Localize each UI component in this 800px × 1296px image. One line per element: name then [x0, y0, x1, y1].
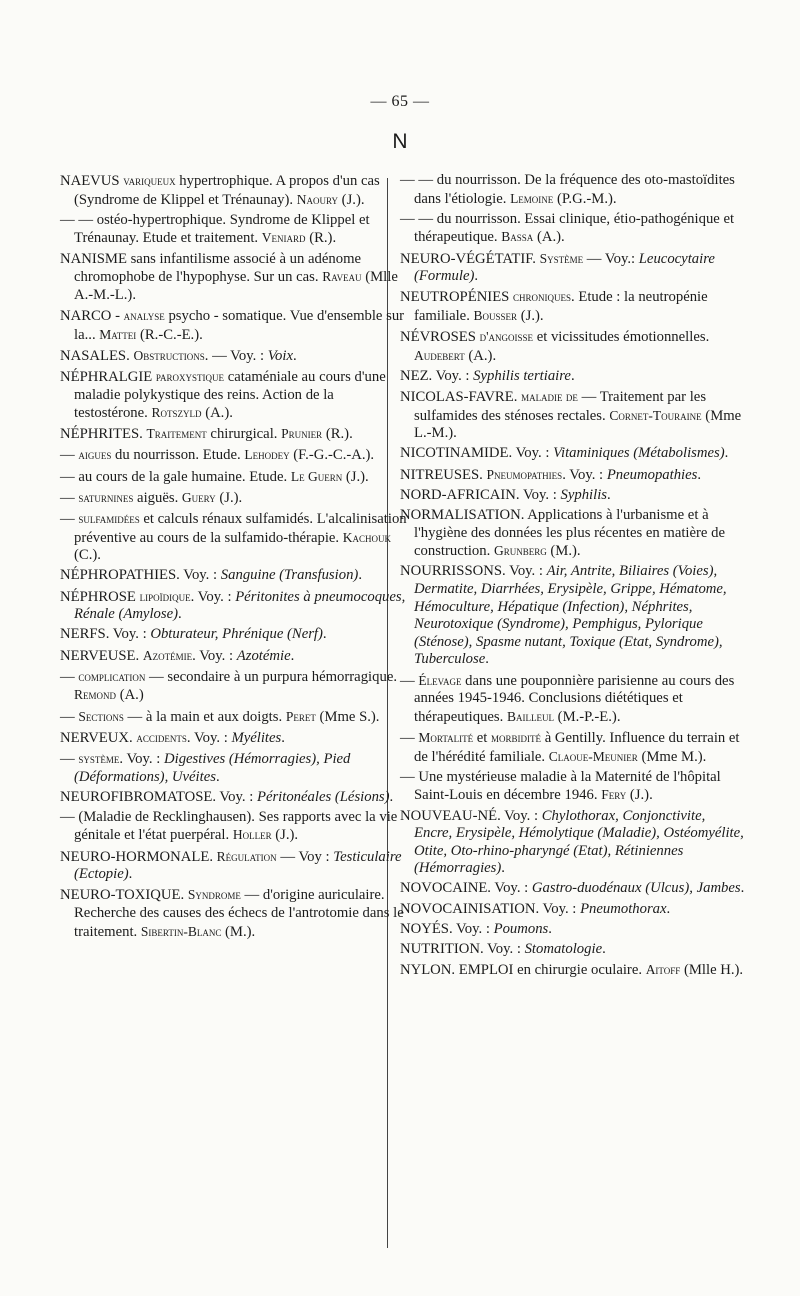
- entry-author-or-subhead: Fery: [601, 787, 627, 803]
- index-entry: [60, 468, 410, 487]
- entry-text: .: [724, 445, 729, 462]
- entry-author-or-subhead: Régulation: [216, 848, 277, 864]
- index-entry: [400, 941, 745, 959]
- entry-author-or-subhead: Kachouk: [342, 529, 392, 545]
- entry-text: .: [281, 729, 285, 746]
- entry-text: .: [607, 486, 611, 503]
- entry-text: .: [570, 367, 575, 384]
- index-entry: [400, 172, 745, 208]
- index-entry: [400, 769, 745, 805]
- entry-text: NOYÉS. Voy. :: [400, 920, 494, 937]
- entry-text: psycho - somatique. Vue d'ensemble sur la...: [74, 307, 405, 343]
- entry-text: —: [400, 729, 419, 746]
- index-entry: [400, 507, 745, 561]
- entry-text: NÉPHROPATHIES. Voy. :: [60, 567, 221, 584]
- index-entry: [60, 789, 410, 807]
- index-entry: [60, 307, 410, 344]
- entry-text: .: [666, 900, 671, 917]
- entry-author-or-subhead: lipoïdique: [139, 588, 191, 604]
- entry-text: — Voy :: [276, 848, 334, 865]
- index-entry: [400, 901, 745, 919]
- entry-text: (R.).: [322, 426, 353, 443]
- entry-author-or-subhead: Mortalité: [418, 729, 474, 745]
- entry-text: (Mme S.).: [315, 708, 380, 725]
- entry-author-or-subhead: sulfamidées: [78, 511, 140, 527]
- entry-text: .: [290, 647, 295, 664]
- index-entry: [400, 288, 745, 325]
- entry-text: NEURO-TOXIQUE.: [60, 887, 188, 904]
- entry-text: — — du nourrisson. Essai clinique, étio-pathogénique et thérapeutique.: [400, 210, 735, 246]
- entry-text: —: [60, 668, 79, 685]
- entry-text: (J.).: [215, 489, 243, 506]
- entry-author-or-subhead: Azotémie: [142, 647, 193, 663]
- entry-author-or-subhead: morbidité: [491, 729, 542, 745]
- entry-text: NOURRISSONS. Voy. :: [400, 563, 547, 580]
- index-entry: [400, 211, 745, 247]
- entry-text: (F.-G.-C.-A.).: [289, 447, 375, 464]
- entry-text: . — Voy. :: [204, 347, 268, 364]
- index-entry: [400, 388, 745, 443]
- entry-author-or-subhead: saturnines: [78, 489, 134, 505]
- entry-cross-reference: Digestives (Hémorragies), Pied (Déformations), Uvéites: [74, 750, 351, 785]
- index-entry: [60, 212, 410, 248]
- entry-text: — Voy.:: [583, 250, 639, 267]
- index-entry: [400, 466, 745, 485]
- entry-text: — secondaire à un purpura hémorragique.: [145, 668, 398, 685]
- entry-cross-reference: Voix: [267, 347, 293, 364]
- entry-text: NANISME sans infantilisme associé à un adénome chromophobe de l'hypophyse. Sur un cas.: [60, 250, 362, 286]
- entry-author-or-subhead: aigues: [78, 447, 112, 463]
- entry-author-or-subhead: Remond: [74, 687, 117, 703]
- index-entry: [60, 809, 410, 845]
- entry-text: (Mlle A.-M.-L.).: [74, 269, 398, 303]
- entry-text: (M.-P.-E.).: [554, 708, 621, 725]
- index-entry: [60, 489, 410, 508]
- right-column: [400, 172, 745, 982]
- entry-text: du nourrisson. Etude.: [111, 447, 245, 464]
- entry-text: et calculs rénaux sulfamidés. L'alcalinisation préventive au cours de la sulfamido-thérapie.: [74, 511, 407, 546]
- entry-text: . Voy. :: [190, 588, 236, 605]
- entry-text: (Mme L.-M.).: [414, 407, 742, 442]
- entry-author-or-subhead: système: [78, 750, 120, 766]
- entry-author-or-subhead: Holler: [232, 827, 272, 843]
- index-entry: [60, 347, 410, 366]
- entry-text: —: [60, 708, 79, 725]
- entry-text: .: [215, 768, 220, 785]
- entry-text: — — ostéo-hypertrophique. Syndrome de Klippel et Trénaunay. Etude et traitement.: [60, 211, 370, 247]
- entry-text: (A.): [116, 687, 144, 704]
- entry-author-or-subhead: Raveau: [322, 269, 362, 285]
- index-entry: [60, 886, 410, 941]
- index-entry: [60, 425, 410, 444]
- entry-text: —: [60, 447, 79, 464]
- index-entry: [60, 588, 410, 624]
- index-entry: [60, 446, 410, 465]
- entry-cross-reference: Leucocytaire (Formule): [414, 250, 715, 285]
- entry-cross-reference: Testiculaire (Ectopie): [74, 848, 402, 883]
- entry-text: NEURO-HORMONALE.: [60, 848, 217, 865]
- index-entry: [60, 368, 410, 423]
- entry-cross-reference: Péritonéales (Lésions): [256, 788, 390, 805]
- index-entry: [400, 563, 745, 669]
- entry-author-or-subhead: Veniard: [261, 230, 306, 246]
- entry-text: —: [60, 750, 79, 767]
- entry-text: — au cours de la gale humaine. Etude.: [60, 468, 291, 485]
- index-entry: [60, 668, 410, 705]
- entry-cross-reference: Stomatologie: [524, 941, 603, 958]
- index-entry: [400, 672, 745, 727]
- entry-text: NÉPHROSE: [60, 588, 140, 605]
- entry-author-or-subhead: Lehodey: [244, 447, 290, 463]
- entry-author-or-subhead: Claoue-Meunier: [548, 748, 638, 764]
- entry-author-or-subhead: Sections: [78, 708, 124, 724]
- entry-author-or-subhead: chroniques: [513, 289, 572, 305]
- entry-cross-reference: Vitaminiques (Métabolismes): [553, 445, 725, 462]
- section-letter: N: [392, 130, 408, 153]
- entry-text: (A.).: [464, 347, 497, 364]
- index-entry: [60, 251, 410, 305]
- entry-text: — Une mystérieuse maladie à la Maternité de l'hôpital Saint-Louis en décembre 1946.: [400, 768, 721, 804]
- entry-text: hypertrophique. A propos d'un cas (Syndrome de Klippel et Trénaunay).: [74, 173, 380, 208]
- entry-cross-reference: Pneumothorax: [580, 900, 667, 917]
- entry-text: NÉPHRITES.: [60, 426, 147, 443]
- entry-text: NYLON. EMPLOI en chirurgie oculaire.: [400, 962, 646, 979]
- entry-text: NAEVUS: [60, 173, 124, 189]
- index-entry: [60, 848, 410, 884]
- index-entry: [60, 172, 410, 209]
- entry-text: — — du nourrisson. De la fréquence des oto-mastoïdites dans l'étiologie.: [400, 172, 735, 207]
- entry-author-or-subhead: accidents: [136, 729, 187, 745]
- entry-text: . Voy. :: [192, 647, 237, 664]
- entry-author-or-subhead: d'angoisse: [479, 329, 534, 345]
- entry-text: (R.-C.-E.).: [136, 326, 203, 343]
- entry-author-or-subhead: Bailleul: [507, 708, 554, 724]
- entry-text: NEUROFIBROMATOSE. Voy. :: [60, 788, 257, 805]
- entry-author-or-subhead: Audebert: [414, 347, 465, 363]
- entry-author-or-subhead: Grunberg: [493, 543, 547, 559]
- entry-text: .: [501, 860, 505, 877]
- entry-text: — d'origine auriculaire. Recherche des causes des échecs de l'antrotomie dans le traitement.: [74, 887, 404, 940]
- index-entry: [400, 808, 745, 878]
- entry-text: NASALES.: [60, 347, 134, 364]
- entry-text: NOVOCAINISATION. Voy. :: [400, 900, 581, 917]
- entry-text: NOVOCAINE. Voy. :: [400, 880, 532, 897]
- entry-author-or-subhead: Obstructions: [133, 347, 205, 363]
- index-entry: [400, 487, 745, 505]
- entry-cross-reference: Péritonites à pneumocoques, Rénale (Amylose): [74, 588, 406, 623]
- entry-cross-reference: Azotémie: [236, 647, 291, 664]
- entry-text: (Mlle H.).: [680, 962, 744, 979]
- entry-author-or-subhead: Sibertin-Blanc: [140, 923, 222, 939]
- entry-cross-reference: Sanguine (Transfusion): [220, 567, 359, 584]
- entry-text: .: [358, 567, 362, 584]
- entry-author-or-subhead: complication: [78, 668, 146, 684]
- entry-text: .: [602, 941, 606, 958]
- entry-author-or-subhead: variqueux: [123, 173, 176, 188]
- index-entry: [400, 729, 745, 766]
- entry-text: .: [178, 606, 182, 623]
- entry-author-or-subhead: Bassa: [501, 229, 534, 245]
- index-entry: [60, 510, 410, 565]
- entry-text: (A.).: [201, 405, 233, 422]
- index-entry: [60, 626, 410, 644]
- index-entry: [60, 729, 410, 748]
- entry-text: —: [60, 489, 79, 506]
- entry-text: .: [697, 466, 702, 483]
- entry-cross-reference: Myélites: [231, 729, 282, 746]
- entry-text: (P.G.-M.).: [553, 190, 617, 207]
- entry-cross-reference: Air, Antrite, Biliaires (Voies), Dermatite, Diarrhées, Erysipèle, Grippe, Hématome, Hémoculture, Hépatique (Infection), Néphrites, Neurotoxique (Syndrome), Pemphigus, Pylorique (Sténose), Spasme nutant, Toxique (Etat, Syndrome), Tuberculose: [414, 563, 727, 668]
- entry-text: et: [473, 729, 492, 746]
- left-column: [60, 172, 410, 944]
- entry-text: NORD-AFRICAIN. Voy. :: [400, 486, 561, 503]
- index-entry: [400, 328, 745, 365]
- entry-text: NERFS. Voy. :: [60, 626, 151, 643]
- entry-text: (J.).: [342, 468, 369, 485]
- entry-text: — Traitement par les sulfamides des sténoses rectales.: [414, 389, 707, 424]
- entry-text: .: [740, 880, 745, 897]
- index-entry: [400, 880, 745, 898]
- entry-text: NICOLAS-FAVRE.: [400, 389, 522, 406]
- entry-text: aiguës.: [133, 489, 182, 506]
- entry-text: NORMALISATION. Applications à l'urbanisme et à l'hygiène des données les plus récentes en matière de construction.: [400, 507, 725, 560]
- entry-text: NEZ. Voy. :: [400, 367, 474, 384]
- entry-author-or-subhead: paroxystique: [155, 368, 225, 384]
- entry-text: (J.).: [517, 307, 544, 324]
- entry-text: NOUVEAU-NÉ. Voy. :: [400, 807, 542, 824]
- index-entry: [60, 647, 410, 666]
- entry-author-or-subhead: Naoury: [296, 191, 338, 207]
- entry-author-or-subhead: Prunier: [281, 426, 323, 442]
- entry-text: NICOTINAMIDE. Voy. :: [400, 445, 554, 462]
- entry-author-or-subhead: Lemoine: [510, 190, 554, 206]
- index-entry: [400, 921, 745, 939]
- entry-text: .: [474, 268, 479, 285]
- entry-text: (J.).: [626, 787, 653, 804]
- entry-text: (C.).: [74, 547, 101, 564]
- entry-text: (A.).: [533, 229, 565, 246]
- entry-text: NERVEUX.: [60, 729, 137, 746]
- entry-author-or-subhead: Bousser: [473, 307, 518, 323]
- entry-text: (M.).: [546, 543, 581, 560]
- entry-cross-reference: Pneumopathies: [606, 466, 698, 483]
- index-entry: [60, 567, 410, 585]
- entry-text: NÉVROSES: [400, 329, 480, 346]
- entry-text: (J.).: [271, 827, 299, 844]
- entry-text: et vicissitudes émotionnelles.: [533, 329, 710, 346]
- entry-text: .: [548, 920, 552, 937]
- entry-cross-reference: Gastro-duodénaux (Ulcus), Jambes: [531, 880, 741, 897]
- entry-author-or-subhead: Aitoff: [645, 962, 681, 978]
- entry-text: NÉPHRALGIE: [60, 368, 156, 385]
- entry-text: .: [389, 788, 394, 805]
- entry-text: .: [485, 651, 489, 668]
- entry-text: .: [322, 626, 327, 643]
- entry-text: (J.).: [338, 191, 365, 208]
- index-entry: [400, 368, 745, 386]
- entry-author-or-subhead: Système: [539, 250, 584, 266]
- entry-text: dans une pouponnière parisienne au cours des années 1945-1946. Conclusions diététiques et thérapeutiques.: [414, 672, 735, 725]
- index-entry: [60, 708, 410, 727]
- entry-text: cataméniale au cours d'une maladie polykystique des reins. Action de la testostérone.: [74, 368, 386, 422]
- entry-text: (R.).: [305, 230, 337, 247]
- entry-text: (M.).: [221, 923, 256, 940]
- entry-cross-reference: Syphilis tertiaire: [473, 367, 571, 384]
- entry-author-or-subhead: Cornet-Touraine: [609, 407, 702, 423]
- entry-author-or-subhead: Traitement: [146, 426, 207, 442]
- entry-author-or-subhead: Pneumopathies: [486, 466, 563, 482]
- entry-cross-reference: Obturateur, Phrénique (Nerf): [150, 626, 323, 643]
- entry-text: à Gentilly. Influence du terrain et de l'hérédité familiale.: [414, 729, 740, 765]
- index-entry: [400, 961, 745, 980]
- entry-text: . Voy. :: [119, 750, 164, 767]
- index-entry: [400, 445, 745, 463]
- entry-text: .: [293, 347, 297, 364]
- entry-cross-reference: Chylothorax, Conjonctivite, Encre, Erysipèle, Hémolytique (Maladie), Ostéomyélite, Otite, Oto-rhino-pharyngé (Etat), Rétiniennes (Hémorragies): [414, 807, 744, 877]
- entry-author-or-subhead: Rotszyld: [151, 405, 202, 421]
- entry-cross-reference: Syphilis: [560, 486, 608, 503]
- index-entry: [60, 750, 410, 786]
- entry-text: NARCO -: [60, 307, 124, 324]
- page-number: — 65 —: [370, 93, 430, 110]
- entry-text: . Voy. :: [186, 729, 232, 746]
- entry-text: —: [60, 511, 79, 528]
- entry-author-or-subhead: Guery: [181, 489, 216, 505]
- entry-text: NUTRITION. Voy. :: [400, 941, 525, 958]
- entry-text: — (Maladie de Recklinghausen). Ses rapports avec la vie génitale et l'état puerpéral.: [60, 808, 398, 844]
- index-entry: [400, 250, 745, 286]
- entry-author-or-subhead: maladie de: [521, 389, 578, 405]
- entry-text: NERVEUSE.: [60, 647, 143, 664]
- entry-author-or-subhead: Mattei: [99, 326, 137, 342]
- entry-text: NEUTROPÉNIES: [400, 289, 514, 306]
- entry-text: (Mme M.).: [637, 748, 707, 765]
- entry-author-or-subhead: analyse: [123, 307, 165, 323]
- entry-author-or-subhead: Peret: [285, 708, 316, 724]
- entry-text: — à la main et aux doigts.: [123, 708, 286, 725]
- entry-text: —: [400, 672, 419, 689]
- entry-text: .: [128, 866, 133, 883]
- entry-text: chirurgical.: [206, 426, 282, 443]
- entry-author-or-subhead: Syndrome: [187, 887, 241, 903]
- entry-text: . Voy. :: [562, 466, 607, 483]
- entry-cross-reference: Poumons: [493, 920, 549, 937]
- entry-author-or-subhead: Élevage: [418, 672, 462, 688]
- entry-author-or-subhead: Le Guern: [290, 468, 343, 484]
- entry-text: NEURO-VÉGÉTATIF.: [400, 250, 540, 267]
- entry-text: . Etude : la neutropénie familiale.: [414, 289, 708, 324]
- entry-text: NITREUSES.: [400, 466, 487, 483]
